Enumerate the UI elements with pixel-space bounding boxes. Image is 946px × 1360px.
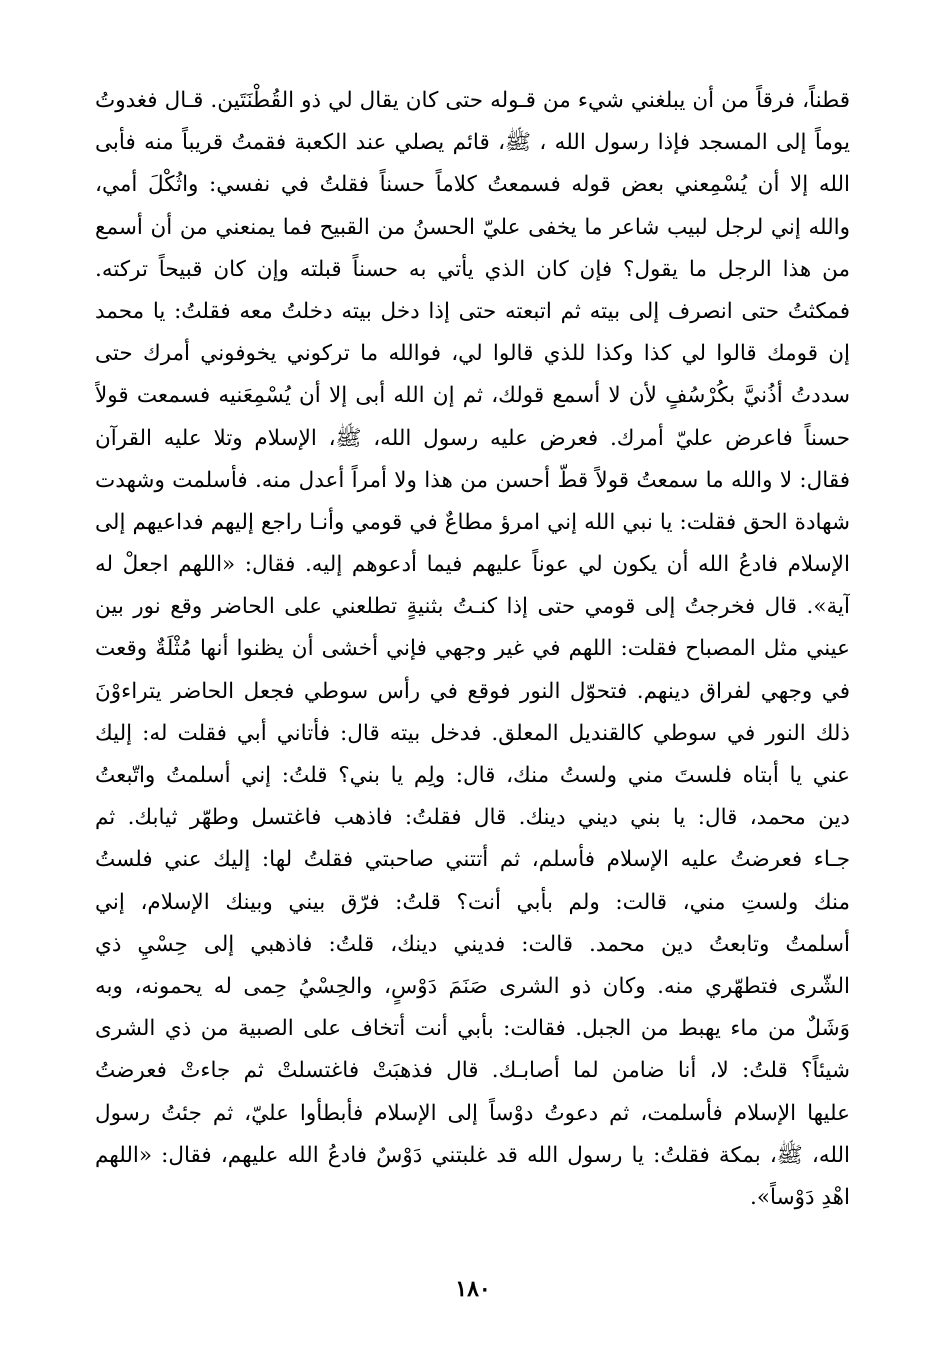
text-line-1: قطناً، فرقاً من أن يبلغني شيء من قـوله حتى كان يقال لي ذو القُطْنَتَين. قـال فغدوتُ bbox=[95, 88, 850, 113]
text-line-17: عني يا أبتاه فلستَ مني ولستُ منك، قال: ولِم يا بني؟ قلتُ: إني أسلمتُ واتّبعتُ bbox=[95, 763, 850, 788]
text-line-13: آية». قال فخرجتُ إلى قومي حتى إذا كنـتُ بثنيةٍ تطلعني على الحاضر وقع نور بين bbox=[95, 594, 850, 620]
text-line-25: عليها الإسلام فأسلمت، ثم دعوتُ دوْساً إلى الإسلام فأبطأوا عليّ، ثم جئتُ رسول bbox=[95, 1100, 850, 1126]
text-line-12: الإسلام فادعُ الله أن يكون لي عوناً عليهم فيما أدعوهم إليه. فقال: «اللهم اجعلْ له bbox=[95, 552, 850, 578]
text-line-26: الله، ﷺ، بمكة فقلتُ: يا رسول الله قد غلبتني دَوْسٌ فادعُ الله عليهم، فقال: «اللهم bbox=[95, 1142, 850, 1168]
text-line-24: شيئاً؟ قلتُ: لا، أنا ضامن لما أصابـك. قال فذهبَتْ فاغتسلتْ ثم جاءتْ فعرضتُ bbox=[95, 1058, 850, 1084]
text-line-23: وَشَلٌ من ماء يهبط من الجبل. فقالت: بأبي أنت أتخاف على الصبية من ذي الشرى bbox=[95, 1016, 850, 1042]
text-line-3: الله إلا أن يُسْمِعني بعض قوله فسمعتُ كلاماً حسناً فقلتُ في نفسي: واثُكْلَ أمي، bbox=[95, 172, 850, 198]
text-line-18: دين محمد، قال: يا بني ديني دينك. قال فقلتُ: فاذهب فاغتسل وطهّر ثيابك. ثم bbox=[95, 805, 850, 831]
text-line-20: منك ولستِ مني، قالت: ولم بأبي أنت؟ قلتُ: فرّق بيني وبينك الإسلام، إني bbox=[95, 889, 850, 915]
text-line-27: اهْدِ دَوْساً». bbox=[750, 1184, 850, 1210]
page-number: ١٨٠ bbox=[455, 1276, 491, 1302]
text-line-14: عيني مثل المصباح فقلت: اللهم في غير وجهي فإني أخشى أن يظنوا أنها مُثْلَةٌ وقعت bbox=[95, 636, 850, 662]
text-line-6: فمكثتُ حتى انصرف إلى بيته ثم اتبعته حتى إذا دخل بيته دخلتُ معه فقلتُ: يا محمد bbox=[95, 298, 850, 324]
text-line-16: ذلك النور في سوطي كالقنديل المعلق. فدخل بيته قال: فأتاني أبي فقلت له: إليك bbox=[95, 720, 850, 746]
text-line-4: والله إني لرجل لبيب شاعر ما يخفى عليّ الحسنُ من القبيح فما يمنعني من أن أسمع bbox=[95, 214, 850, 240]
text-line-21: أسلمتُ وتابعتُ دين محمد. قالت: فديني دينك، قلتُ: فاذهبي إلى حِسْيِ ذي bbox=[95, 931, 850, 957]
text-line-19: جـاء فعرضتُ عليه الإسلام فأسلم، ثم أتتني صاحبتي فقلتُ لها: إليك عني فلستُ bbox=[95, 847, 850, 873]
text-line-5: من هذا الرجل ما يقول؟ فإن كان الذي يأتي به حسناً قبلته وإن كان قبيحاً تركته. bbox=[95, 256, 850, 282]
text-line-10: فقال: لا والله ما سمعتُ قولاً قطّ أحسن من هذا ولا أمراً أعدل منه. فأسلمت وشهدت bbox=[95, 467, 850, 493]
body-text bbox=[95, 80, 850, 1219]
text-line-7: إن قومك قالوا لي كذا وكذا للذي قالوا لي، فوالله ما تركوني يخوفوني أمرك حتى bbox=[95, 341, 850, 367]
text-line-2: يوماً إلى المسجد فإذا رسول الله ، ﷺ، قائم يصلي عند الكعبة فقمتُ قريباً منه فأبى bbox=[95, 130, 850, 156]
text-line-15: في وجهي لفراق دينهم. فتحوّل النور فوقع في رأس سوطي فجعل الحاضر يتراءوْنَ bbox=[95, 678, 850, 704]
text-line-11: شهادة الحق فقلت: يا نبي الله إني امرؤ مطاعٌ في قومي وأنـا راجع إليهم فداعيهم إلى bbox=[95, 509, 850, 535]
text-line-22: الشّرى فتطهّري منه. وكان ذو الشرى صَنَمَ دَوْسٍ، والحِسْيُ حِمى له يحمونه، وبه bbox=[95, 973, 850, 999]
text-line-9: حسناً فاعرض عليّ أمرك. فعرض عليه رسول الله، ﷺ، الإسلام وتلا عليه القرآن bbox=[95, 425, 850, 451]
text-line-8: سددتُ أذُنيَّ بكُرْسُفٍ لأن لا أسمع قولك، ثم إن الله أبى إلا أن يُسْمِعَنيه فسمعت قولاً bbox=[95, 383, 850, 409]
